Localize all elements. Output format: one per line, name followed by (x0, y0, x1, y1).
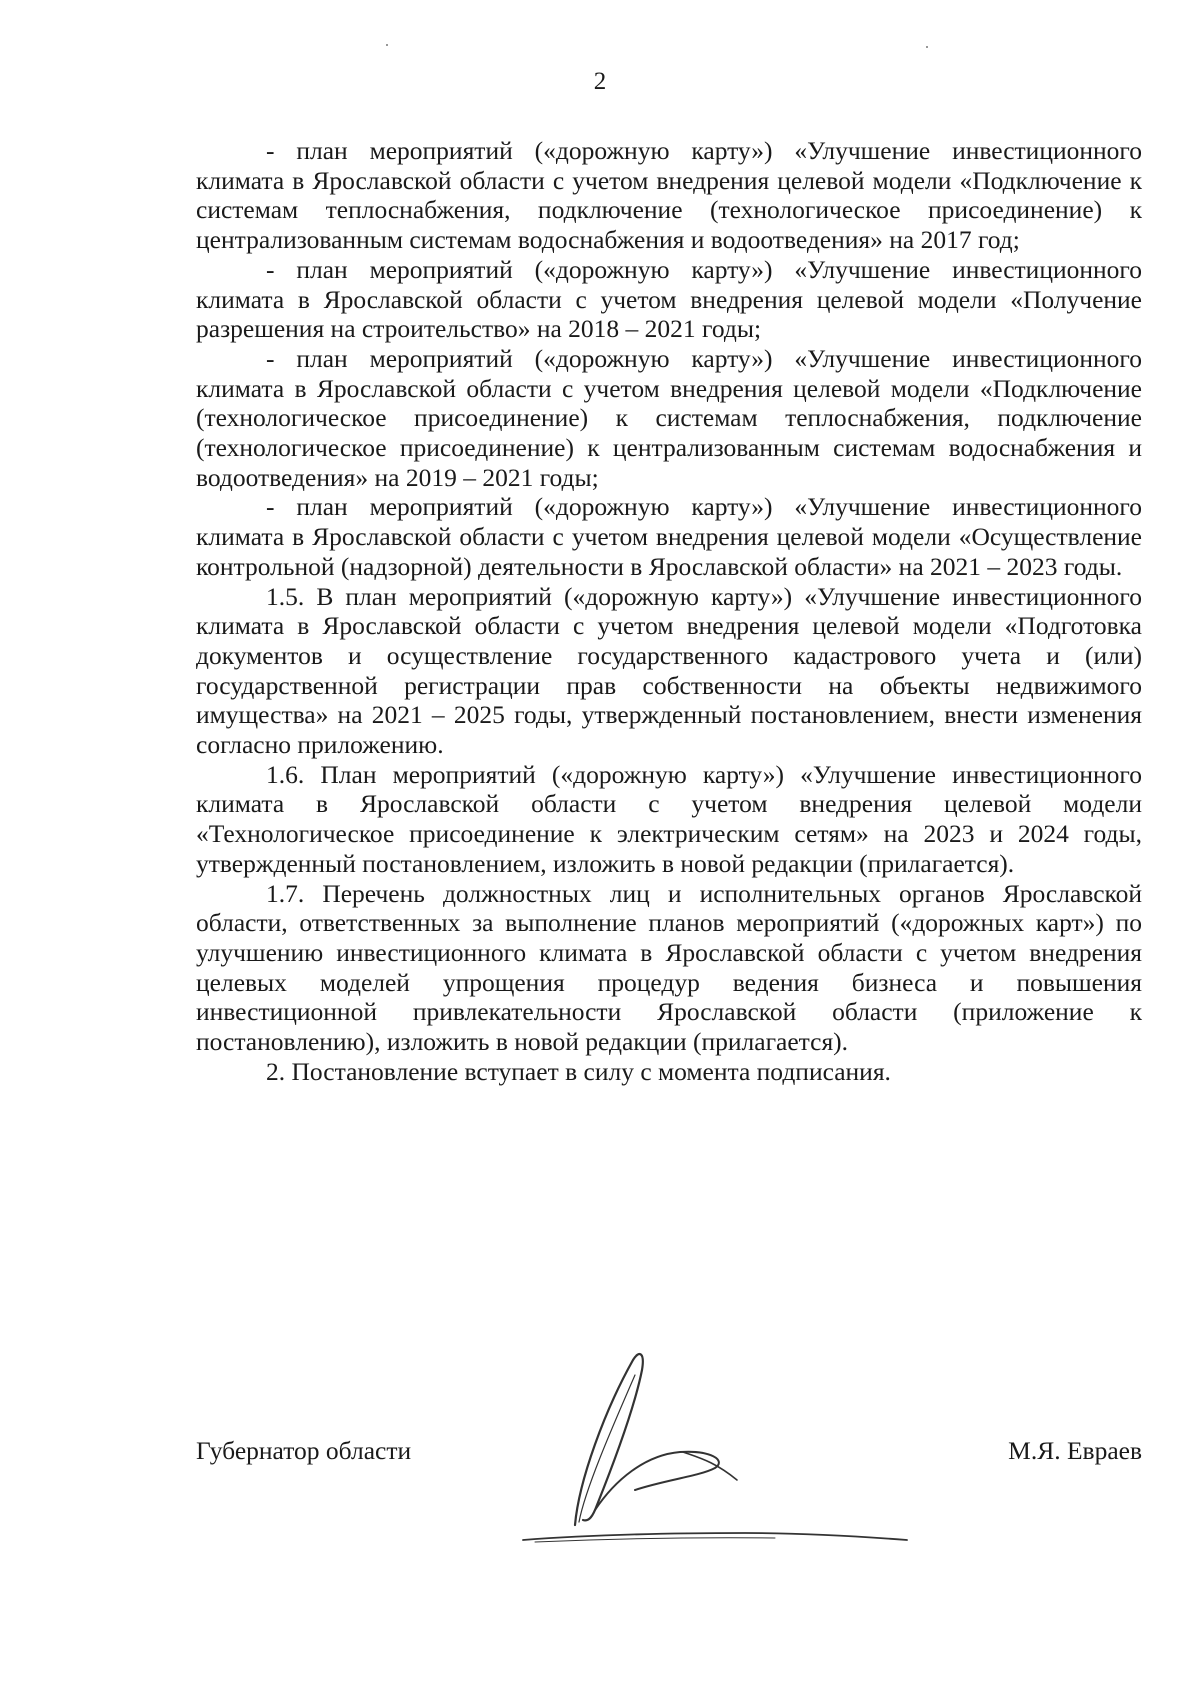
signatory-name: М.Я. Евраев (1008, 1436, 1142, 1465)
document-body (196, 136, 1142, 1087)
paragraph-plan-construction-permit: - план мероприятий («дорожную карту») «Улучшение инвестиционного климата в Ярославской области с учетом внедрения целевой модели «Получение разрешения на строительство» на 2018 – 2021 годы; (196, 254, 1142, 344)
paragraph-item-2: 2. Постановление вступает в силу с момента подписания. (266, 1056, 891, 1086)
scan-speck (386, 44, 388, 46)
paragraph-item-1-6: 1.6. План мероприятий («дорожную карту») «Улучшение инвестиционного климата в Ярославской области с учетом внедрения целевой модели «Технологическое присоединение к электрическим сетям» на 2023 и 2024 годы, утвержденный постановлением, изложить в новой редакции (прилагается). (196, 759, 1142, 878)
handwritten-signature (515, 1330, 915, 1545)
paragraph-item-1-5: 1.5. В план мероприятий («дорожную карту») «Улучшение инвестиционного климата в Ярославской области с учетом внедрения целевой модели «Подготовка документов и осуществление государственного кадастрового учета и (или) государственной регистрации прав собственности на объекты недвижимого имущества» на 2021 – 2025 годы, утвержденный постановлением, внести изменения согласно приложению. (196, 581, 1142, 760)
scan-speck (926, 46, 928, 48)
paragraph-plan-control-activity: - план мероприятий («дорожную карту») «Улучшение инвестиционного климата в Ярославской области с учетом внедрения целевой модели «Осуществление контрольной (надзорной) деятельности в Ярославской области» на 2021 – 2023 годы. (196, 492, 1142, 581)
paragraph-plan-connection-2019: - план мероприятий («дорожную карту») «Улучшение инвестиционного климата в Ярославской области с учетом внедрения целевой модели «Подключение (технологическое присоединение) к системам теплоснабжения, подключение (технологическое присоединение) к централизованным системам водоснабжения и водоотведения» на 2019 – 2021 годы; (196, 343, 1142, 492)
signatory-title: Губернатор области (196, 1436, 412, 1465)
paragraph-plan-heat-water-2017: - план мероприятий («дорожную карту») «Улучшение инвестиционного климата в Ярославской области с учетом внедрения целевой модели «Подключение к системам теплоснабжения, подключение (технологическое присоединение) к централизованным системам водоснабжения и водоотведения» на 2017 год; (196, 136, 1142, 255)
page-number: 2 (593, 68, 607, 95)
paragraph-item-1-7: 1.7. Перечень должностных лиц и исполнительных органов Ярославской области, ответственных за выполнение планов мероприятий («дорожных карт») по улучшению инвестиционного климата в Ярославской области с учетом внедрения целевых моделей упрощения процедур ведения бизнеса и повышения инвестиционной привлекательности Ярославской области (приложение к постановлению), изложить в новой редакции (прилагается). (196, 878, 1142, 1057)
